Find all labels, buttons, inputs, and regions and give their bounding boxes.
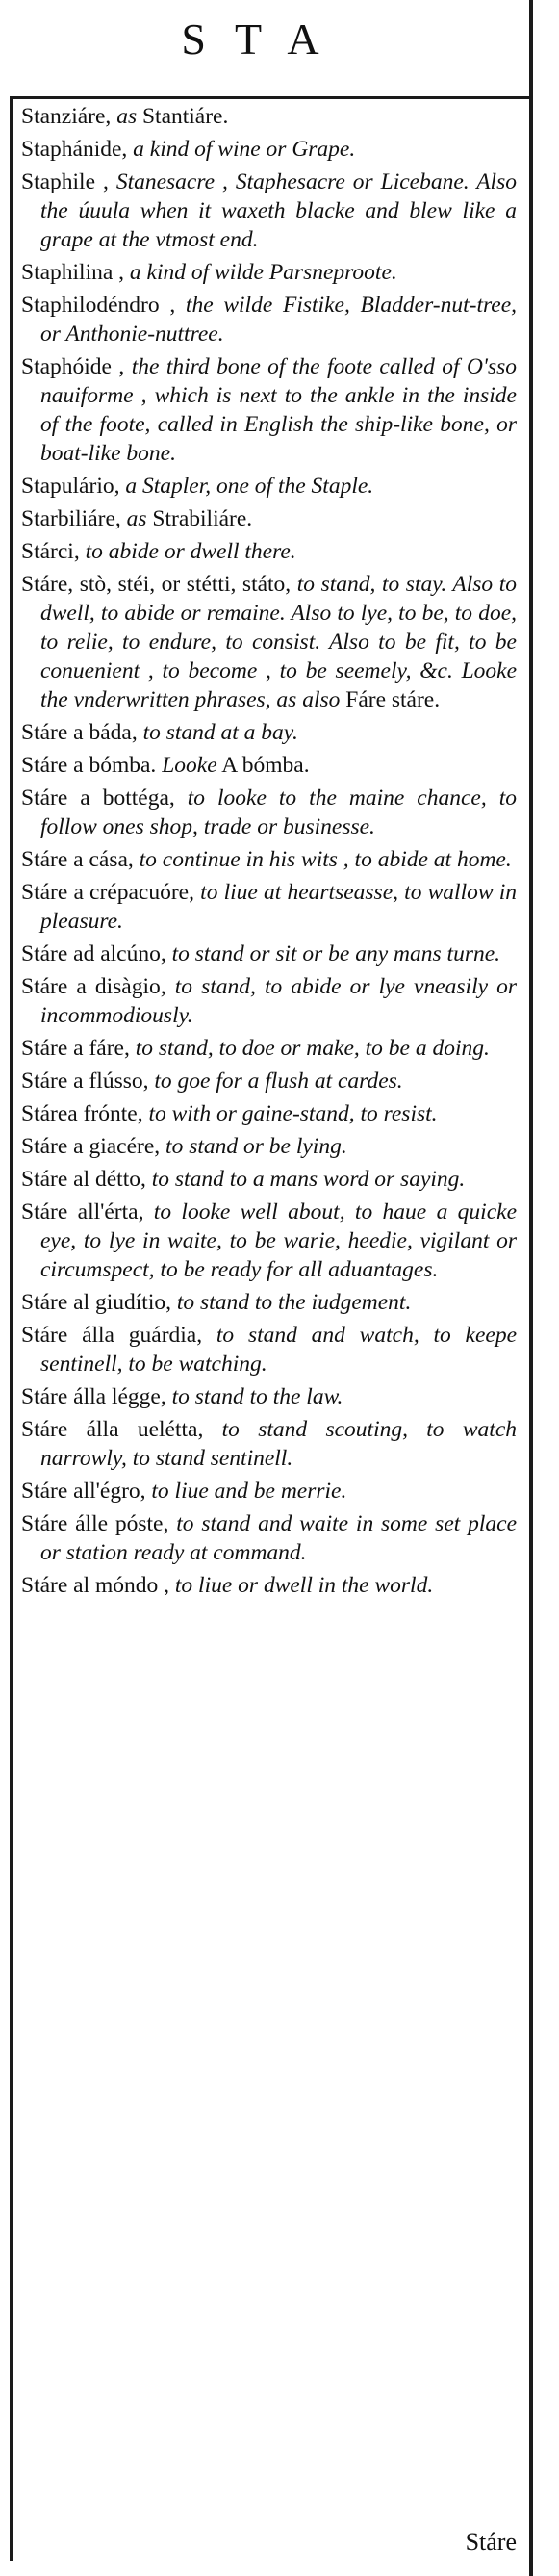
- dictionary-entry: [21, 472, 517, 501]
- header-rule: [10, 96, 531, 99]
- entry-definition: a kind of wine or Grape.: [133, 137, 356, 162]
- entry-headword: Stáre ad alcúno,: [21, 941, 172, 966]
- dictionary-entry: [21, 845, 517, 874]
- entry-definition: the wilde Fistike, Bladder-nut-tree, or Anthonie-nuttree.: [40, 293, 517, 347]
- dictionary-entry: [21, 135, 517, 164]
- entry-definition: as: [116, 104, 138, 129]
- dictionary-entry: [21, 167, 517, 254]
- entry-headword: Stáre álla uelétta,: [21, 1417, 222, 1442]
- entry-crossref: Fáre stáre.: [340, 687, 441, 712]
- dictionary-entry: [21, 878, 517, 936]
- entry-definition: Looke: [162, 753, 217, 778]
- entry-definition: to with or gaine-stand, to resist.: [148, 1101, 438, 1126]
- entry-definition: a Stapler, one of the Staple.: [125, 474, 374, 499]
- left-border-rule: [10, 96, 13, 2561]
- entry-headword: Stáre al móndo ,: [21, 1573, 175, 1598]
- right-border-rule: [529, 0, 533, 2576]
- entry-headword: Stáre all'érta,: [21, 1199, 154, 1224]
- entry-headword: Stáre a giacére,: [21, 1134, 166, 1159]
- dictionary-entry: [21, 291, 517, 348]
- entry-headword: Stárci,: [21, 539, 86, 564]
- dictionary-entry: [21, 102, 517, 131]
- dictionary-entry: [21, 1034, 517, 1063]
- entry-headword: Stáre a disàgio,: [21, 974, 175, 999]
- dictionary-entry: [21, 1067, 517, 1095]
- entry-headword: Staphilodéndro ,: [21, 293, 186, 318]
- entry-definition: to abide or dwell there.: [85, 539, 296, 564]
- dictionary-entry: [21, 258, 517, 287]
- entry-headword: Stáre a crépacuóre,: [21, 880, 201, 905]
- entry-headword: Stáre al giudítio,: [21, 1290, 177, 1315]
- entry-headword: Staphile ,: [21, 169, 116, 194]
- dictionary-entry: [21, 1415, 517, 1473]
- dictionary-entry: [21, 537, 517, 566]
- entry-definition: to liue at heartseasse, to wallow in pleasure.: [40, 880, 517, 934]
- entry-headword: Stáre álle póste,: [21, 1511, 177, 1536]
- entry-definition: as: [126, 506, 147, 531]
- dictionary-entry: [21, 352, 517, 468]
- entry-headword: Stáre al détto,: [21, 1167, 152, 1192]
- entry-definition: to continue in his wits , to abide at home.: [139, 847, 512, 872]
- entry-definition: to goe for a flush at cardes.: [154, 1069, 403, 1094]
- entry-list: [21, 102, 517, 1604]
- entry-definition: to stand to the law.: [171, 1384, 343, 1409]
- entry-definition: Stanesacre , Staphesacre or Licebane. Also the úuula when it waxeth blacke and blew like a grape at the vtmost end.: [40, 169, 517, 252]
- entry-definition: to looke to the maine chance, to follow ones shop, trade or businesse.: [40, 786, 517, 839]
- entry-definition: to stand and waite in some set place or station ready at command.: [40, 1511, 518, 1565]
- entry-crossref: Stantiáre.: [137, 104, 229, 129]
- entry-definition: the third bone of the foote called of O'sso nauiforme , which is next to the ankle in the inside of the foote, called in English the ship-like bone, or boat-like bone.: [40, 354, 517, 466]
- dictionary-entry: [21, 1198, 517, 1284]
- dictionary-entry: [21, 718, 517, 747]
- entry-definition: to stand scouting, to watch narrowly, to stand sentinell.: [40, 1417, 517, 1471]
- dictionary-entry: [21, 1382, 517, 1411]
- entry-definition: to stand, to abide or lye vneasily or incommodiously.: [40, 974, 517, 1028]
- entry-definition: to stand and watch, to keepe sentinell, to be watching.: [40, 1323, 517, 1377]
- dictionary-entry: [21, 1099, 517, 1128]
- entry-definition: to stand, to doe or make, to be a doing.: [135, 1036, 490, 1061]
- entry-definition: to stand or be lying.: [165, 1134, 347, 1159]
- entry-definition: to liue or dwell in the world.: [174, 1573, 434, 1598]
- dictionary-entry: [21, 940, 517, 968]
- entry-headword: Stapulário,: [21, 474, 126, 499]
- dictionary-entry: [21, 1321, 517, 1378]
- dictionary-entry: [21, 1477, 517, 1506]
- dictionary-entry: [21, 1571, 517, 1600]
- entry-headword: Stáre a bottéga,: [21, 786, 188, 811]
- entry-headword: Staphóide ,: [21, 354, 132, 379]
- entry-headword: Staphánide,: [21, 137, 134, 162]
- dictionary-entry: [21, 504, 517, 533]
- entry-headword: Stáre a cása,: [21, 847, 140, 872]
- dictionary-entry: [21, 784, 517, 841]
- entry-headword: Stanziáre,: [21, 104, 117, 129]
- entry-crossref: A bómba.: [216, 753, 310, 778]
- entry-definition: to looke well about, to haue a quicke eye, to lye in waite, to be warie, heedie, vigilant or circumspect, to be ready for all aduantages.: [40, 1199, 517, 1282]
- entry-headword: Stáre álla légge,: [21, 1384, 172, 1409]
- dictionary-entry: [21, 1132, 517, 1161]
- entry-headword: Stáre a fáre,: [21, 1036, 136, 1061]
- entry-headword: Stáre a báda,: [21, 720, 143, 745]
- catchword: Stáre: [465, 2528, 517, 2556]
- entry-definition: to stand, to stay. Also to dwell, to abide or remaine. Also to lye, to be, to doe, to relie, to endure, to consist. Also to be fit, to be conuenient , to become , to be seemely, &c. Looke the vnderwritten phrases, as also: [40, 572, 517, 712]
- entry-headword: Stáre, stò, stéi, or stétti, státo,: [21, 572, 297, 597]
- entry-definition: to stand to a mans word or saying.: [151, 1167, 466, 1192]
- entry-definition: to stand to the iudgement.: [176, 1290, 412, 1315]
- entry-headword: Stárea frónte,: [21, 1101, 149, 1126]
- dictionary-entry: [21, 972, 517, 1030]
- entry-definition: to stand or sit or be any mans turne.: [171, 941, 501, 966]
- entry-definition: to stand at a bay.: [142, 720, 298, 745]
- entry-headword: Stáre álla guárdia,: [21, 1323, 216, 1348]
- dictionary-entry: [21, 751, 517, 780]
- dictionary-entry: [21, 1509, 517, 1567]
- dictionary-entry: [21, 1165, 517, 1194]
- dictionary-entry: [21, 1288, 517, 1317]
- entry-definition: to liue and be merrie.: [151, 1479, 347, 1504]
- entry-crossref: Strabiliáre.: [146, 506, 253, 531]
- entry-headword: Stáre a flússo,: [21, 1069, 155, 1094]
- page-header: STA: [181, 14, 348, 64]
- entry-headword: Stáre a bómba.: [21, 753, 163, 778]
- entry-headword: Starbiliáre,: [21, 506, 127, 531]
- entry-definition: a kind of wilde Parsneproote.: [129, 260, 397, 285]
- entry-headword: Staphilina ,: [21, 260, 130, 285]
- dictionary-entry: [21, 570, 517, 714]
- entry-headword: Stáre all'égro,: [21, 1479, 152, 1504]
